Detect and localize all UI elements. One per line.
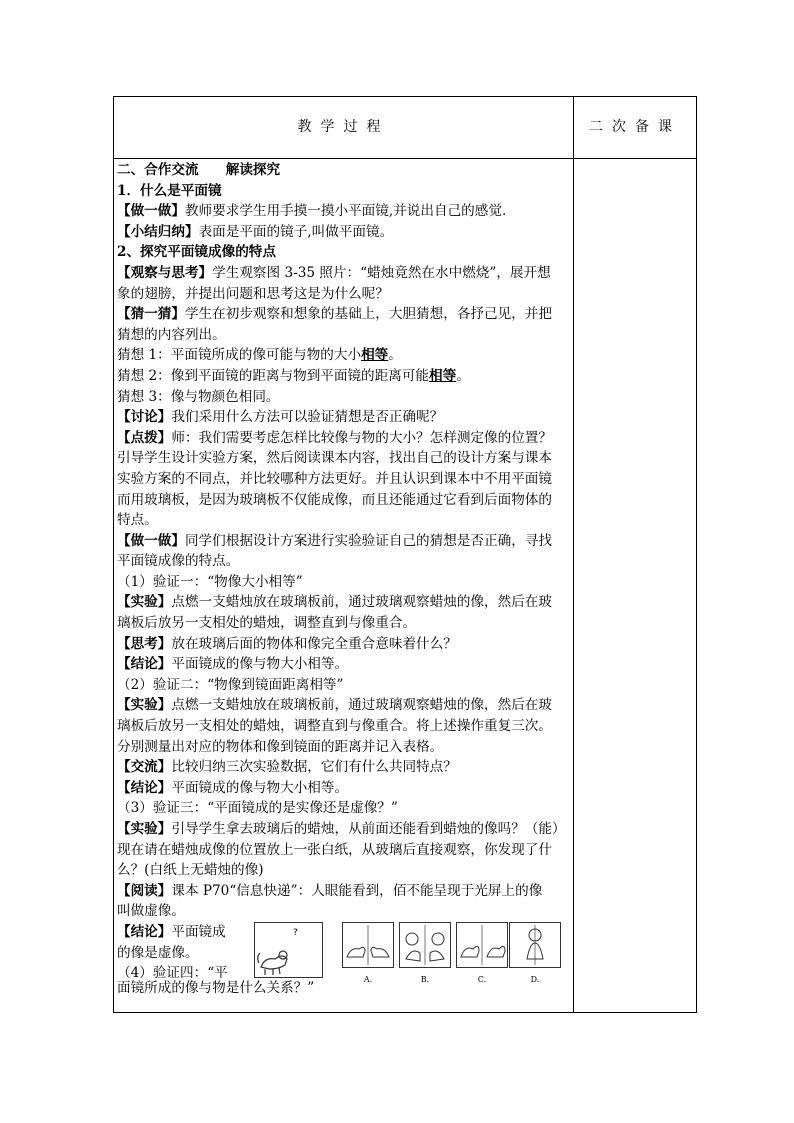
option-c-label: C. — [477, 974, 487, 984]
tag: 【做一做】 — [117, 532, 185, 549]
text: 学生在初步观察和想象的基础上，大胆猜想，各抒己见，并把 — [184, 306, 552, 323]
text-line: 现在请在蜡烛成像的位置放上一张白纸，从玻璃后直接观察，你发现了什 — [117, 841, 552, 858]
tag: 【阅读】 — [117, 882, 172, 899]
text: 教师要求学生用手摸一摸小平面镜,并说出自己的感觉. — [184, 203, 507, 220]
option-a-figure — [342, 922, 394, 984]
text: 表面是平面的镜子,叫做平面镜。 — [198, 223, 394, 240]
paragraph — [117, 201, 569, 222]
figure-row — [117, 922, 569, 984]
tag: 【交流】 — [117, 759, 172, 776]
paragraph — [117, 407, 569, 428]
paragraph — [117, 881, 569, 902]
text: 课本 P70“信息快递”：人眼能看到，佰不能呈现于光屏上的像 — [171, 882, 543, 899]
text: 。 — [456, 367, 470, 384]
paragraph — [117, 304, 569, 325]
header-teaching-process: 教学过程 — [297, 119, 390, 135]
tag: 【小结归纳】 — [117, 223, 199, 240]
tag: 【讨论】 — [117, 409, 172, 426]
verification-1: （1）验证一：“物像大小相等” — [117, 573, 303, 590]
tag: 【结论】 — [117, 779, 172, 796]
text: 学生观察图 3-35 照片：“蜡烛竟然在水中燃烧”，展开想 — [212, 264, 551, 281]
text: 比较归纳三次实验数据，它们有什么共同特点？ — [171, 759, 457, 776]
cat-icon — [457, 923, 507, 967]
text: 放在玻璃后面的物体和像完全重合意味着什么？ — [171, 635, 457, 652]
text-line: 特点。 — [117, 512, 158, 529]
text: 。 — [388, 347, 402, 364]
text: 点燃一支蜡烛放在玻璃板前，通过玻璃观察蜡烛的像，然后在玻 — [171, 594, 552, 611]
text: 引导学生拿去玻璃后的蜡烛，从前面还能看到蜡烛的像吗？（能） — [171, 821, 566, 837]
header-divider — [114, 158, 696, 159]
paragraph — [117, 531, 569, 552]
text-line: 实验方案的不同点，并比较哪种方法更好。并且认识到课本中不用平面镜 — [117, 470, 552, 487]
option-d-figure — [509, 922, 561, 984]
text: 平面镜成的像与物大小相等。 — [171, 779, 349, 796]
tag: 【观察与思考】 — [117, 264, 213, 281]
paragraph — [117, 634, 569, 655]
tag: 【实验】 — [117, 821, 172, 837]
text-line: 而用玻璃板，是因为玻璃板不仅能成像，而且还能通过它看到后面物体的 — [117, 491, 552, 508]
text: 点燃一支蜡烛放在玻璃板前，通过玻璃观察蜡烛的像，然后在玻 — [171, 697, 552, 714]
tag: 【点拨】 — [117, 429, 172, 446]
tag: 【实验】 — [117, 594, 172, 611]
paragraph — [117, 222, 569, 243]
option-b-label: B. — [420, 974, 430, 984]
text-line: 引导学生设计实验方案，然后阅读课本内容，找出自己的设计方案与课本 — [117, 450, 552, 467]
paragraph — [117, 263, 569, 284]
paragraph — [117, 778, 569, 799]
option-a-label: A. — [363, 974, 373, 984]
question-mark: ? — [293, 927, 298, 938]
answer: 相等 — [361, 347, 389, 364]
paragraph — [117, 757, 569, 778]
paragraph — [117, 695, 569, 716]
text-line: 璃板后放另一支相处的蜡烛，调整直到与像重合。将上述操作重复三次。 — [117, 718, 552, 735]
tag: 【做一做】 — [117, 203, 185, 220]
paragraph — [117, 592, 569, 613]
cat-icon — [510, 923, 560, 967]
cat-icon — [400, 923, 450, 967]
paragraph — [117, 428, 569, 449]
figure-side-text — [117, 922, 247, 984]
guess-3: 猜想 3：像与物颜色相同。 — [117, 388, 280, 405]
text-line: 分别测量出对应的物体和像到镜面的距离并记入表格。 — [117, 738, 444, 755]
text: 猜想 1：平面镜所成的像可能与物的大小 — [117, 347, 362, 364]
text: 同学们根据设计方案进行实验验证自己的猜想是否正确，寻找 — [184, 532, 552, 549]
verification-3: （3）验证三：“平面镜成的是实像还是虚像？” — [117, 800, 398, 817]
paragraph — [117, 819, 569, 840]
option-c-figure — [456, 922, 508, 984]
text-line: 平面镜成像的特点。 — [117, 553, 240, 570]
heading-mirror-features: 2、探究平面镜成像的特点 — [117, 244, 276, 261]
text-line: 的像是虚像。 — [117, 944, 199, 961]
cat-icon — [343, 923, 393, 967]
text-line: 象的翅膀，并提出问题和思考这是为什么呢？ — [117, 285, 389, 302]
tag: 【结论】 — [117, 923, 172, 940]
text-line: 璃板后放另一支相处的蜡烛，调整直到与像重合。 — [117, 615, 417, 632]
verification-4: （4）验证四：“平 — [117, 965, 228, 982]
text: 平面镜成 — [171, 923, 226, 940]
text: 猜想 2：像到平面镜的距离与物到平面镜的距离可能 — [117, 367, 430, 384]
text: 我们采用什么方法可以验证猜想是否正确呢？ — [171, 409, 444, 426]
tag: 【猜一猜】 — [117, 306, 185, 323]
lesson-table — [113, 96, 697, 1013]
guess-1 — [117, 345, 569, 366]
text-line: 么？(白纸上无蜡烛的像) — [117, 862, 264, 879]
cat-icon — [255, 923, 322, 977]
verification-2: （2）验证二：“物像到镜面距离相等” — [117, 676, 344, 693]
section-title: 二、合作交流 解读探究 — [117, 162, 281, 178]
tag: 【实验】 — [117, 697, 172, 714]
header-second-preparation: 二次备课 — [589, 119, 681, 135]
lesson-content — [117, 160, 569, 999]
option-d-label: D. — [530, 974, 540, 984]
option-b-figure — [399, 922, 451, 984]
text-line: 叫做虚像。 — [117, 903, 185, 920]
conclusion-line — [117, 922, 247, 943]
guess-2 — [117, 366, 569, 387]
tag: 【结论】 — [117, 656, 172, 673]
answer: 相等 — [429, 367, 457, 384]
text-line: 猜想的内容列出。 — [117, 326, 226, 343]
paragraph — [117, 654, 569, 675]
question-figure — [254, 922, 323, 978]
text: 平面镜成的像与物大小相等。 — [171, 656, 349, 673]
text: 师：我们需要考虑怎样比较像与物的大小？怎样测定像的位置？ — [171, 429, 552, 446]
column-divider — [573, 97, 574, 1012]
heading-plane-mirror: 1．什么是平面镜 — [117, 182, 222, 199]
tag: 【思考】 — [117, 635, 172, 652]
text-line: 面镜所成的像与物是什么关系？” — [117, 979, 315, 996]
